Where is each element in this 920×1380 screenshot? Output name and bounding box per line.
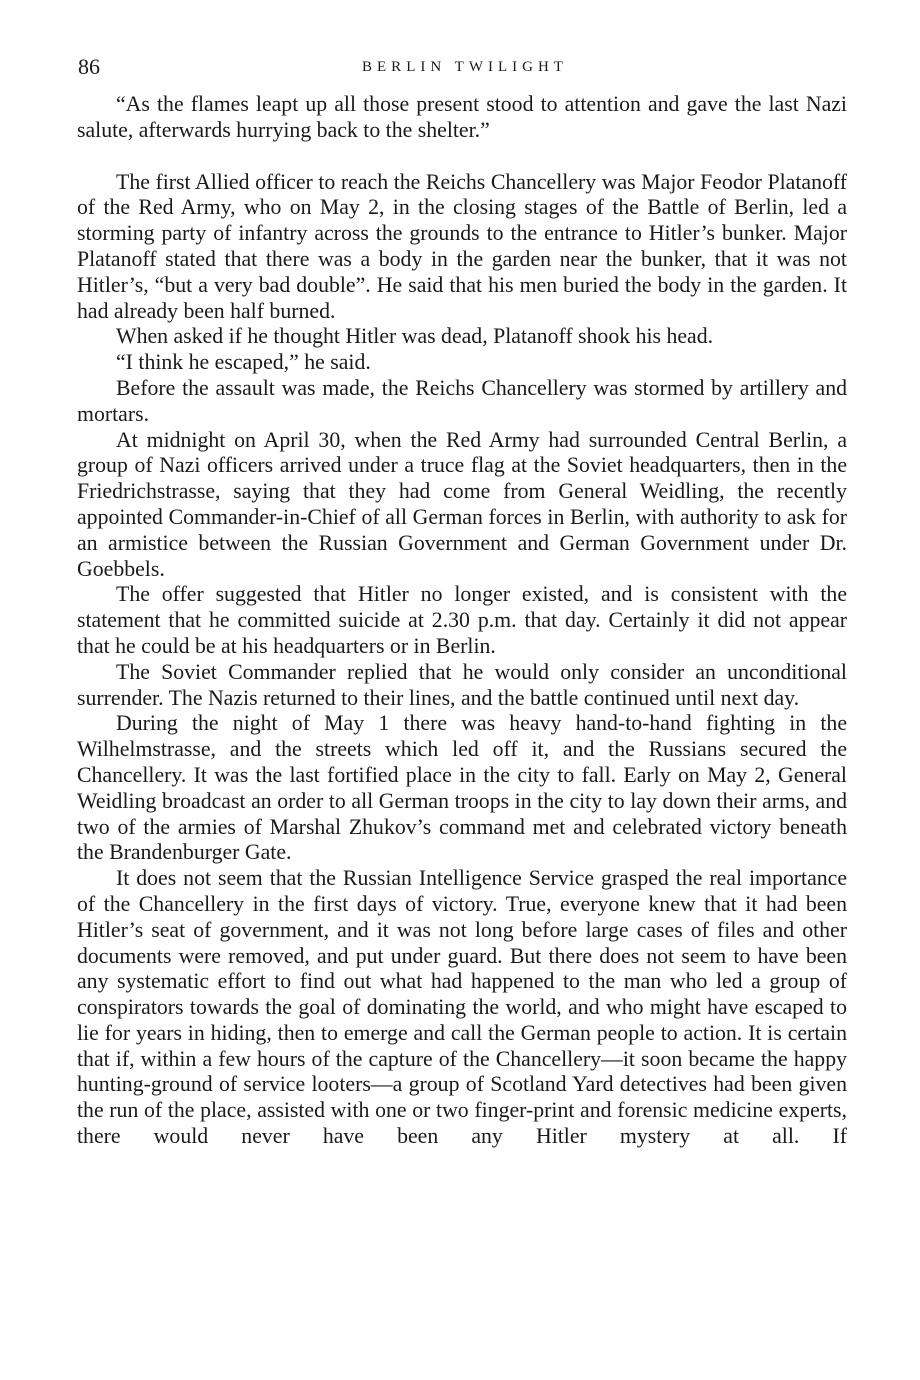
paragraph: Before the assault was made, the Reichs Chancellery was stormed by artillery and mortars. [77, 375, 847, 426]
paragraph: The Soviet Commander replied that he would only consider an unconditional surrender. The Nazis returned to their lines, and the battle continued until next day. [77, 659, 847, 710]
body-text [77, 92, 847, 1150]
paragraph: The first Allied officer to reach the Reichs Chancellery was Major Feodor Platanoff of the Red Army, who on May 2, in the closing stages of the Battle of Berlin, led a storming party of infantry across the grounds to the entrance to Hitler’s bunker. Major Platanoff stated that there was a body in the garden near the bunker, that it was not Hitler’s, “but a very bad double”. He said that his men buried the body in the garden. It had already been half burned. [77, 169, 847, 323]
page-number: 86 [78, 54, 100, 79]
paragraph: “I think he escaped,” he said. [116, 350, 371, 375]
paragraph-quote: “As the flames leapt up all those present stood to attention and gave the last Nazi salute, afterwards hurrying back to the shelter.” [77, 92, 847, 142]
paragraph: When asked if he thought Hitler was dead, Platanoff shook his head. [116, 324, 714, 349]
paragraph: At midnight on April 30, when the Red Army had surrounded Central Berlin, a group of Nazi officers arrived under a truce flag at the Soviet headquarters, then in the Friedrichstrasse, saying that they had come from General Weidling, the recently appointed Commander-in-Chief of all German forces in Berlin, with authority to ask for an armistice between the Russian Government and German Government under Dr. Goebbels. [77, 427, 847, 581]
paragraph: During the night of May 1 there was heavy hand-to-hand fighting in the Wilhelmstrasse, and the streets which led off it, and the Russians secured the Chancellery. It was the last fortified place in the city to fall. Early on May 2, General Weidling broadcast an order to all German troops in the city to lay down their arms, and two of the armies of Marshal Zhukov’s command met and celebrated victory beneath the Brandenburger Gate. [77, 711, 847, 865]
running-head [78, 50, 846, 84]
running-title: BERLIN TWILIGHT [362, 59, 568, 75]
paragraph: The offer suggested that Hitler no longer existed, and is consistent with the statement that he committed suicide at 2.30 p.m. that day. Certainly it did not appear that he could be at his headquarters or in Berlin. [77, 582, 847, 658]
paragraph: It does not seem that the Russian Intelligence Service grasped the real importance of the Chancellery in the first days of victory. True, everyone knew that it had been Hitler’s seat of government, and it was not long before large cases of files and other documents were removed, and put under guard. But there does not seem to have been any systematic effort to find out what had happened to the man who led a group of conspirators towards the goal of dominating the world, and who might have escaped to lie for years in hiding, then to emerge and call the German people to action. It is certain that if, within a few hours of the capture of the Chancellery—it soon became the happy hunting-ground of service looters—a group of Scotland Yard detectives had been given the run of the place, assisted with one or two finger-print and forensic medicine experts, there would never have been any Hitler mystery at all. If [77, 866, 847, 1149]
